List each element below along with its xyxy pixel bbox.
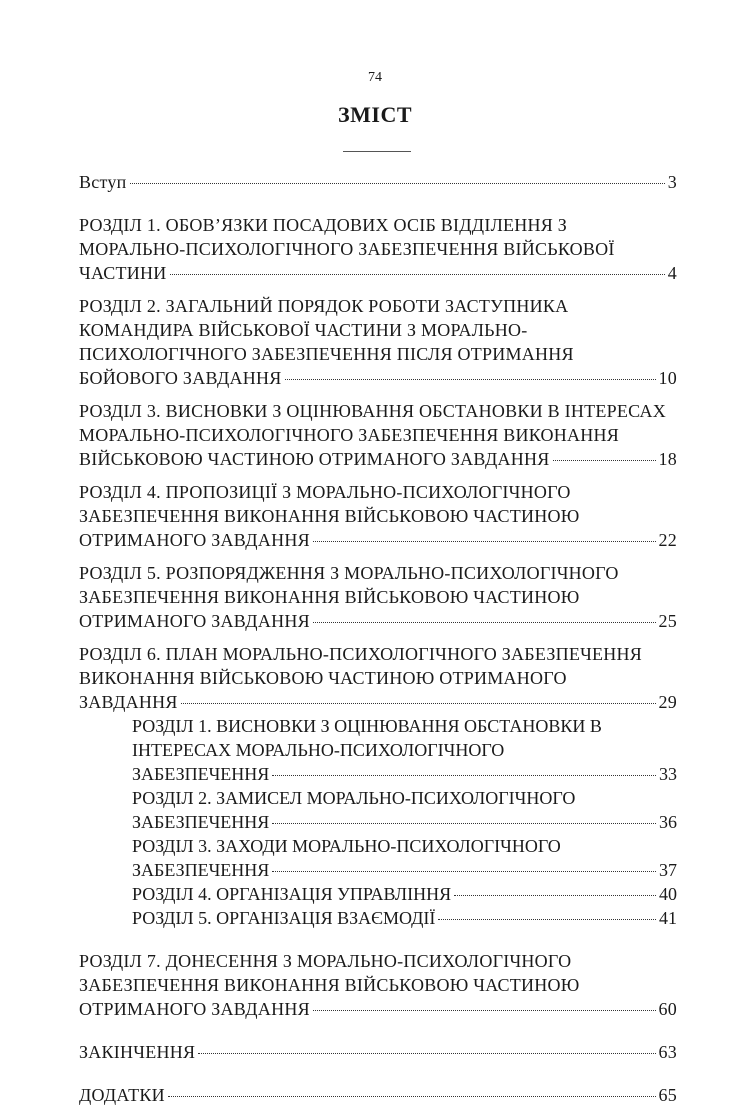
dot-leader [285,379,656,380]
toc-entry-line: ВІЙСЬКОВОЮ ЧАСТИНОЮ ОТРИМАНОГО ЗАВДАННЯ [79,449,550,469]
toc-page-number: 33 [659,764,677,784]
toc-entry-line: ЗАБЕЗПЕЧЕННЯ ВИКОНАННЯ ВІЙСЬКОВОЮ ЧАСТИНОЮ [79,587,580,607]
toc-entry-line: РОЗДІЛ 7. ДОНЕСЕННЯ З МОРАЛЬНО-ПСИХОЛОГІЧНОГО [79,951,572,971]
dot-leader [272,775,656,776]
toc-page-number: 22 [658,530,677,550]
toc-entry-conclusion[interactable] [79,1040,677,1064]
dot-leader [181,703,656,704]
toc-page-number: 25 [658,611,677,631]
toc-entry-title: ЗАКІНЧЕННЯ [79,1042,196,1062]
toc-entry-section-4[interactable] [79,480,677,552]
toc-entry-subsection-2[interactable] [132,786,677,834]
dot-leader [130,183,665,184]
toc-entry-line: ЗАБЕЗПЕЧЕННЯ ВИКОНАННЯ ВІЙСЬКОВОЮ ЧАСТИНОЮ [79,975,580,995]
toc-entry-subsection-4[interactable] [132,882,677,906]
dot-leader [313,541,656,542]
dot-leader [272,823,656,824]
toc-entry-line: ОТРИМАНОГО ЗАВДАННЯ [79,611,310,631]
toc-entry-subsection-5[interactable] [132,906,677,930]
dot-leader [438,919,656,920]
toc-page-number: 63 [658,1042,677,1062]
dot-leader [198,1053,655,1054]
toc-page-number: 3 [667,172,677,192]
toc-entry-line: РОЗДІЛ 1. ВИСНОВКИ З ОЦІНЮВАННЯ ОБСТАНОВКИ В [132,716,602,736]
toc-page-number: 18 [658,449,677,469]
toc-page-number: 40 [659,884,677,904]
toc-entry-line: РОЗДІЛ 3. ЗАХОДИ МОРАЛЬНО-ПСИХОЛОГІЧНОГО [132,836,561,856]
toc-entry-line: ЗАБЕЗПЕЧЕННЯ ВИКОНАННЯ ВІЙСЬКОВОЮ ЧАСТИНОЮ [79,506,580,526]
toc-title: ЗМІСТ [338,102,412,127]
table-of-contents [79,170,677,1107]
toc-entry-line: РОЗДІЛ 2. ЗАМИСЕЛ МОРАЛЬНО-ПСИХОЛОГІЧНОГО [132,788,576,808]
toc-entry-line: РОЗДІЛ 5. РОЗПОРЯДЖЕННЯ З МОРАЛЬНО-ПСИХОЛОГІЧНОГО [79,563,619,583]
page-number: 74 [368,70,382,85]
dot-leader [170,274,665,275]
toc-entry-line: РОЗДІЛ 4. ПРОПОЗИЦІЇ З МОРАЛЬНО-ПСИХОЛОГІЧНОГО [79,482,571,502]
toc-entry-intro[interactable] [79,170,677,194]
toc-entry-section-1[interactable] [79,213,677,285]
toc-entry-line: КОМАНДИРА ВІЙСЬКОВОЇ ЧАСТИНИ З МОРАЛЬНО- [79,320,528,340]
toc-entry-line: РОЗДІЛ 1. ОБОВ’ЯЗКИ ПОСАДОВИХ ОСІБ ВІДДІЛЕННЯ З [79,215,568,235]
toc-entry-line: ВИКОНАННЯ ВІЙСЬКОВОЮ ЧАСТИНОЮ ОТРИМАНОГО [79,668,567,688]
toc-entry-line: ЗАБЕЗПЕЧЕННЯ [132,764,270,784]
dot-leader [313,1010,656,1011]
toc-page-number: 29 [658,692,677,712]
toc-entry-line: ЧАСТИНИ [79,263,167,283]
toc-page-number: 60 [658,999,677,1019]
toc-entry-section-5[interactable] [79,561,677,633]
toc-page-number: 10 [658,368,677,388]
toc-page-number: 37 [659,860,677,880]
toc-entry-line: ПСИХОЛОГІЧНОГО ЗАБЕЗПЕЧЕННЯ ПІСЛЯ ОТРИМАННЯ [79,344,574,364]
toc-entry-line: ІНТЕРЕСАХ МОРАЛЬНО-ПСИХОЛОГІЧНОГО [132,740,505,760]
title-divider [343,151,411,152]
toc-entry-line: ЗАВДАННЯ [79,692,178,712]
dot-leader [553,460,656,461]
toc-entry-line: РОЗДІЛ 6. ПЛАН МОРАЛЬНО-ПСИХОЛОГІЧНОГО ЗАБЕЗПЕЧЕННЯ [79,644,643,664]
toc-entry-line: РОЗДІЛ 2. ЗАГАЛЬНИЙ ПОРЯДОК РОБОТИ ЗАСТУПНИКА [79,296,569,316]
toc-page-number: 41 [659,908,677,928]
toc-entry-title: РОЗДІЛ 5. ОРГАНІЗАЦІЯ ВЗАЄМОДІЇ [132,908,436,928]
toc-page-number: 65 [658,1085,677,1105]
toc-entry-line: ОТРИМАНОГО ЗАВДАННЯ [79,999,310,1019]
toc-entry-line: МОРАЛЬНО-ПСИХОЛОГІЧНОГО ЗАБЕЗПЕЧЕННЯ ВИКОНАННЯ [79,425,620,445]
toc-entry-line: РОЗДІЛ 3. ВИСНОВКИ З ОЦІНЮВАННЯ ОБСТАНОВКИ В ІНТЕРЕСАХ [79,401,666,421]
toc-entry-section-7[interactable] [79,949,677,1021]
dot-leader [454,895,656,896]
toc-page-number: 36 [659,812,677,832]
toc-entry-subsection-1[interactable] [132,714,677,786]
dot-leader [272,871,656,872]
toc-entry-section-3[interactable] [79,399,677,471]
toc-entry-title: РОЗДІЛ 4. ОРГАНІЗАЦІЯ УПРАВЛІННЯ [132,884,452,904]
toc-entry-section-6[interactable] [79,642,677,714]
dot-leader [168,1096,656,1097]
toc-entry-line: ЗАБЕЗПЕЧЕННЯ [132,812,270,832]
toc-entry-line: БОЙОВОГО ЗАВДАННЯ [79,368,282,388]
toc-entry-line: МОРАЛЬНО-ПСИХОЛОГІЧНОГО ЗАБЕЗПЕЧЕННЯ ВІЙСЬКОВОЇ [79,239,615,259]
toc-page-number: 4 [667,263,677,283]
toc-entry-title: Вступ [79,172,127,192]
toc-entry-line: ОТРИМАНОГО ЗАВДАННЯ [79,530,310,550]
toc-entry-subsection-3[interactable] [132,834,677,882]
dot-leader [313,622,656,623]
toc-entry-appendices[interactable] [79,1083,677,1107]
toc-entry-title: ДОДАТКИ [79,1085,165,1105]
toc-entry-section-2[interactable] [79,294,677,390]
toc-entry-line: ЗАБЕЗПЕЧЕННЯ [132,860,270,880]
